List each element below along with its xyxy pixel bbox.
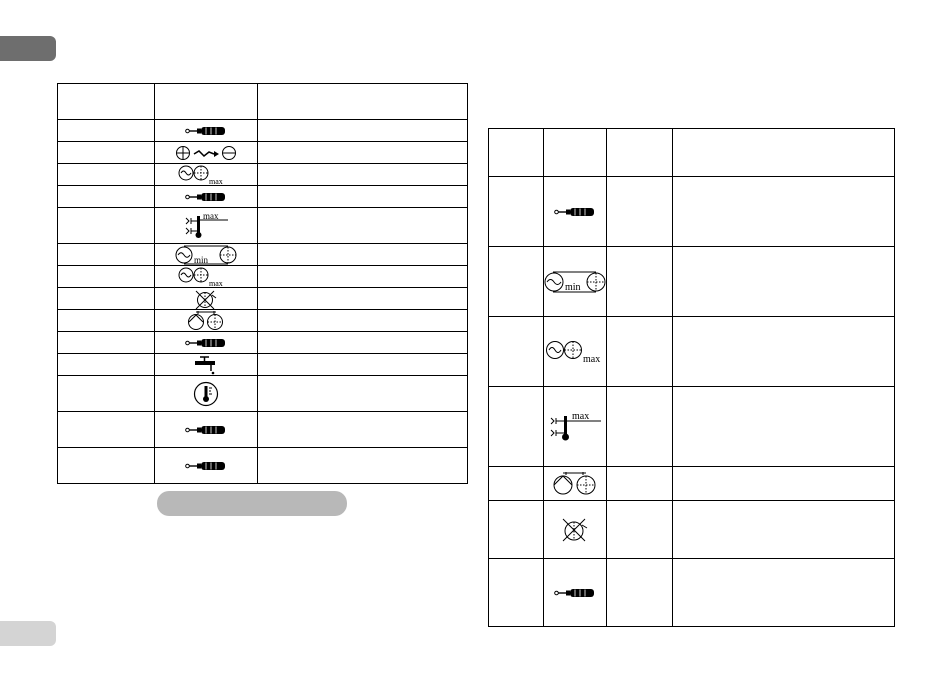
max-label: max — [203, 211, 219, 221]
table-row — [489, 501, 895, 559]
pump-x-icon — [560, 517, 590, 543]
fan-pump-min-icon — [175, 245, 237, 265]
screwdriver-icon — [185, 425, 227, 435]
table-row — [489, 387, 895, 467]
fan-pump-icon — [552, 472, 598, 496]
table-row — [489, 559, 895, 627]
pump-x-icon — [192, 289, 220, 309]
fan-pump-max-icon — [177, 165, 235, 185]
min-label: min — [565, 281, 581, 293]
section-tab-light — [0, 621, 56, 646]
table-header-row — [489, 129, 895, 177]
temperature-gauge-icon — [193, 381, 219, 407]
fan-pump-min-icon — [544, 271, 606, 293]
table-row — [58, 288, 468, 310]
table-row — [58, 376, 468, 412]
table-row — [58, 120, 468, 142]
left-table — [57, 83, 468, 484]
max-label: max — [572, 410, 590, 422]
tap-icon — [193, 355, 219, 375]
table-row — [489, 177, 895, 247]
table-row — [58, 310, 468, 332]
table-row — [58, 266, 468, 288]
table-row — [58, 142, 468, 164]
table-row — [58, 354, 468, 376]
screwdriver-icon — [185, 338, 227, 348]
max-label: max — [583, 353, 601, 364]
table-row — [58, 164, 468, 186]
fan-pump-max-icon — [545, 340, 605, 364]
table-header-row — [58, 84, 468, 120]
screwdriver-icon — [185, 461, 227, 471]
table-row — [489, 317, 895, 387]
table-row — [58, 208, 468, 244]
screwdriver-icon — [554, 207, 596, 217]
thermometer-max-icon — [548, 411, 602, 443]
section-tab-dark — [0, 36, 56, 61]
fan-pump-icon — [186, 311, 226, 331]
caption-pill — [157, 491, 347, 516]
table-row — [58, 244, 468, 266]
max-label: max — [209, 278, 223, 287]
table-row — [58, 186, 468, 208]
table-row — [58, 448, 468, 484]
table-row — [58, 332, 468, 354]
max-label: max — [209, 176, 223, 185]
table-row — [58, 412, 468, 448]
table-row — [489, 467, 895, 501]
fan-pump-max-icon — [177, 267, 235, 287]
screwdriver-icon — [554, 588, 596, 598]
table-row — [489, 247, 895, 317]
thermometer-max-icon — [183, 212, 229, 240]
screwdriver-icon — [185, 126, 227, 136]
min-label: min — [194, 254, 209, 265]
plus-to-minus-icon — [174, 145, 238, 161]
right-table — [488, 128, 895, 627]
screwdriver-icon — [185, 192, 227, 202]
